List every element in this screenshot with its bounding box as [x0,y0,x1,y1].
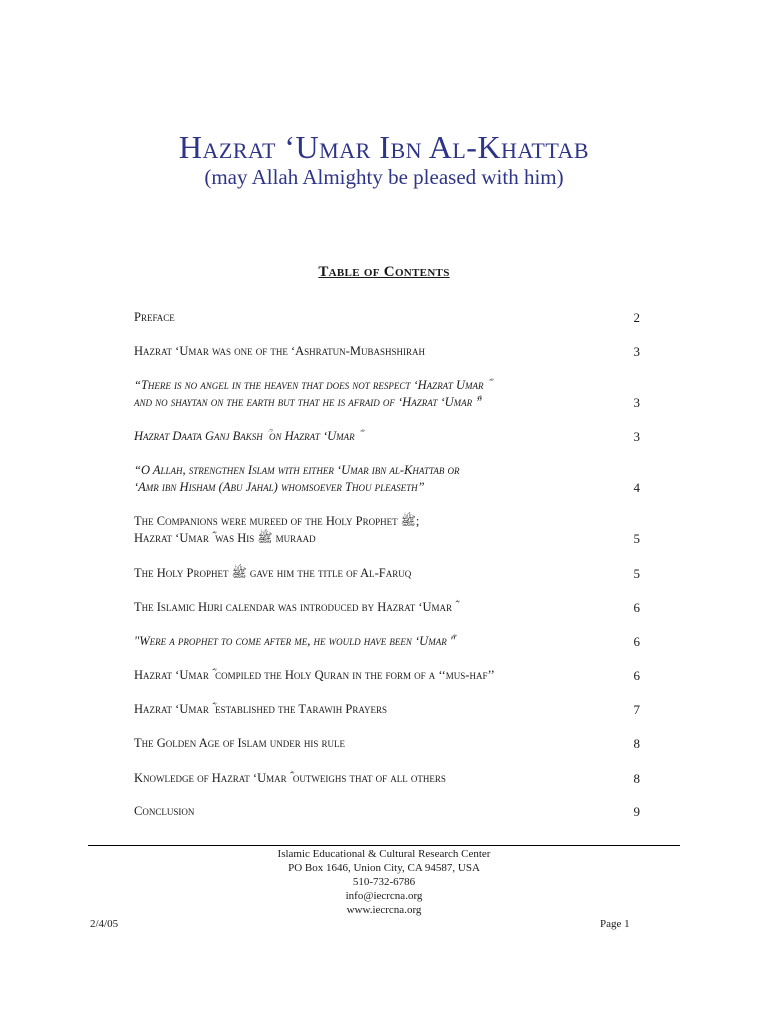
toc-entry-page: 2 [633,310,640,325]
toc-entry-label: “O Allah, strengthen Islam with either ‘Umar ibn al-Khattab or [134,463,460,477]
footer-page-number: Page 1 [600,918,630,930]
toc-entry-knowledge[interactable] [134,770,640,787]
toc-entry-label: Knowledge of Hazrat ‘Umar ؓ outweighs that of all others [134,771,446,785]
toc-entry-al-faruq[interactable] [134,565,640,582]
toc-heading: Table of Contents [318,264,450,280]
toc-entry-page: 5 [633,531,640,546]
footer-address: PO Box 1646, Union City, CA 94587, USA [288,862,480,874]
toc-entry-no-angel[interactable] [134,377,640,411]
toc-entry-daata-ganj-baksh[interactable] [134,428,640,445]
footer-website[interactable]: www.iecrcna.org [346,904,422,916]
toc-entry-label: Hazrat ‘Umar ؓ established the Tarawih Prayers [134,702,388,716]
page-title: Hazrat ‘Umar Ibn Al-Khattab [178,129,590,165]
footer-phone: 510-732-6786 [352,876,416,888]
toc-entry-label-continued: and no shaytan on the earth but that he is afraid of ‘Hazrat ‘Umar ؓ” [134,395,483,409]
toc-entry-label: The Companions were mureed of the Holy Prophet ﷺ; [134,514,420,528]
toc-entry-strengthen-islam[interactable] [134,462,640,496]
toc-entry-golden-age[interactable] [134,735,640,752]
toc-entry-tarawih[interactable] [134,701,640,718]
toc-entry-conclusion[interactable] [134,803,640,820]
toc-entry-page: 9 [633,804,640,819]
toc-entry-label: The Islamic Hijri calendar was introduced by Hazrat ‘Umar ؓ [134,600,456,614]
toc-entry-ashratun[interactable] [134,343,640,360]
toc-entry-label: Conclusion [134,804,195,818]
toc-entry-label-continued: Hazrat ‘Umar ؓ was His ﷺ muraad [134,531,316,545]
toc-entry-page: 8 [633,736,640,751]
toc-entry-page: 6 [633,668,640,683]
page-subtitle: (may Allah Almighty be pleased with him) [204,165,564,189]
toc-entry-page: 4 [633,480,640,495]
toc-entry-label: Hazrat ‘Umar was one of the ‘Ashratun-Mubashshirah [134,344,425,358]
toc-entry-preface[interactable] [134,309,640,326]
toc-entry-label: "Were a prophet to come after me, he would have been ‘Umar ؓ" [134,634,456,648]
toc-entry-prophet-after-me[interactable] [134,633,640,650]
footer-email[interactable]: info@iecrcna.org [345,890,423,902]
toc-entry-page: 5 [633,566,640,581]
toc-entry-label: Hazrat ‘Umar ؓ compiled the Holy Quran in the form of a ‘‘mus-haf’’ [134,668,495,682]
toc-entry-label: The Golden Age of Islam under his rule [134,736,346,750]
toc-entry-page: 6 [633,600,640,615]
toc-entry-mureed-muraad[interactable] [134,513,640,547]
footer-date: 2/4/05 [90,918,119,930]
footer-org: Islamic Educational & Cultural Research Center [277,848,491,860]
toc-entry-page: 8 [633,771,640,786]
toc-entry-page: 3 [633,395,640,410]
toc-entry-page: 6 [633,634,640,649]
toc-entry-page: 3 [633,344,640,359]
toc-entry-label: The Holy Prophet ﷺ gave him the title of Al-Faruq [134,566,412,580]
footer-contact [0,847,768,917]
toc-entry-label: Preface [134,310,175,324]
toc-entry-mus-haf[interactable] [134,667,640,684]
toc-entry-page: 3 [633,429,640,444]
toc-entry-hijri-calendar[interactable] [134,599,640,616]
toc-entry-label: “There is no angel in the heaven that does not respect ‘Hazrat Umar ؓ [134,378,487,392]
toc-entry-label: Hazrat Daata Ganj Baksh ؒ on Hazrat ‘Umar ؓ [134,429,358,443]
footer-divider [88,845,680,846]
toc-entry-label-continued: ‘Amr ibn Hisham (Abu Jahal) whomsoever Thou pleaseth” [134,480,425,494]
toc-entry-page: 7 [633,702,640,717]
